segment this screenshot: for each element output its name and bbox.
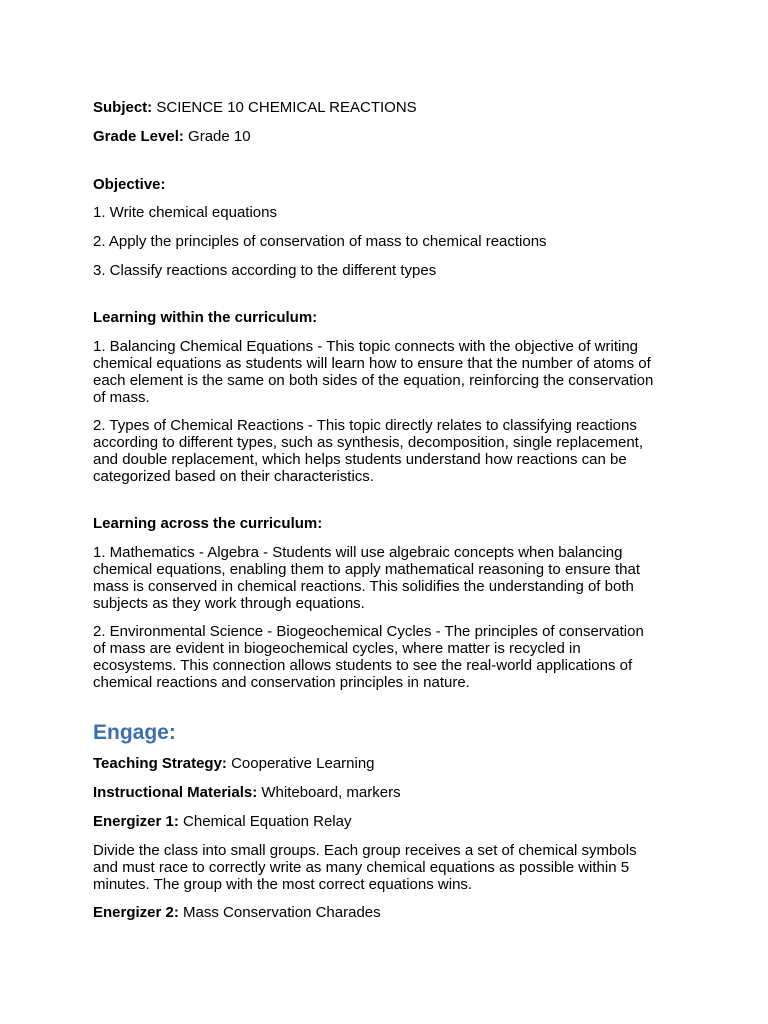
energizer-1-line bbox=[93, 813, 351, 830]
instructional-materials-label: Instructional Materials: bbox=[93, 784, 258, 801]
teaching-strategy-value: Cooperative Learning bbox=[231, 755, 375, 772]
grade-level-line bbox=[93, 128, 251, 145]
objective-item-2: 2. Apply the principles of conservation of mass to chemical reactions bbox=[93, 233, 547, 250]
learning-within-heading: Learning within the curriculum: bbox=[93, 309, 318, 326]
energizer-2-line bbox=[93, 904, 381, 921]
objective-heading: Objective: bbox=[93, 176, 166, 193]
learning-across-item-2: 2. Environmental Science - Biogeochemical Cycles - The principles of conservation of mass are evident in biogeochemical cycles, where matter is recycled in ecosystems. This connection allows students to see the real-world applications of chemical reactions and conservation principles in nature. bbox=[93, 623, 644, 691]
subject-label: Subject: bbox=[93, 99, 153, 116]
learning-across-item-1: 1. Mathematics - Algebra - Students will use algebraic concepts when balancing chemical equations, enabling them to apply mathematical reasoning to ensure that mass is conserved in chemical reactions. This solidifies the understanding of both subjects as they work through equations. bbox=[93, 544, 640, 612]
energizer-1-value: Chemical Equation Relay bbox=[183, 813, 352, 830]
energizer-2-label: Energizer 2: bbox=[93, 904, 179, 921]
instructional-materials-value: Whiteboard, markers bbox=[261, 784, 401, 801]
learning-within-item-2: 2. Types of Chemical Reactions - This topic directly relates to classifying reactions according to different types, such as synthesis, decomposition, single replacement, and double replacement, which helps students understand how reactions can be categorized based on their characteristics. bbox=[93, 417, 644, 485]
energizer-2-value: Mass Conservation Charades bbox=[183, 904, 381, 921]
objective-item-1: 1. Write chemical equations bbox=[93, 204, 277, 221]
energizer-1-description: Divide the class into small groups. Each group receives a set of chemical symbols and must race to correctly write as many chemical equations as possible within 5 minutes. The group with the most correct equations wins. bbox=[93, 842, 637, 893]
teaching-strategy-label: Teaching Strategy: bbox=[93, 755, 227, 772]
engage-heading: Engage: bbox=[93, 721, 176, 744]
subject-value: SCIENCE 10 CHEMICAL REACTIONS bbox=[156, 99, 417, 116]
energizer-1-label: Energizer 1: bbox=[93, 813, 179, 830]
instructional-materials-line bbox=[93, 784, 401, 801]
teaching-strategy-line bbox=[93, 755, 375, 772]
learning-across-heading: Learning across the curriculum: bbox=[93, 515, 323, 532]
subject-line bbox=[93, 99, 417, 116]
learning-within-item-1: 1. Balancing Chemical Equations - This topic connects with the objective of writing chemical equations as students will learn how to ensure that the number of atoms of each element is the same on both sides of the equation, reinforcing the conservation of mass. bbox=[93, 338, 654, 406]
objective-item-3: 3. Classify reactions according to the different types bbox=[93, 262, 437, 279]
grade-level-value: Grade 10 bbox=[188, 128, 251, 145]
grade-level-label: Grade Level: bbox=[93, 128, 184, 145]
